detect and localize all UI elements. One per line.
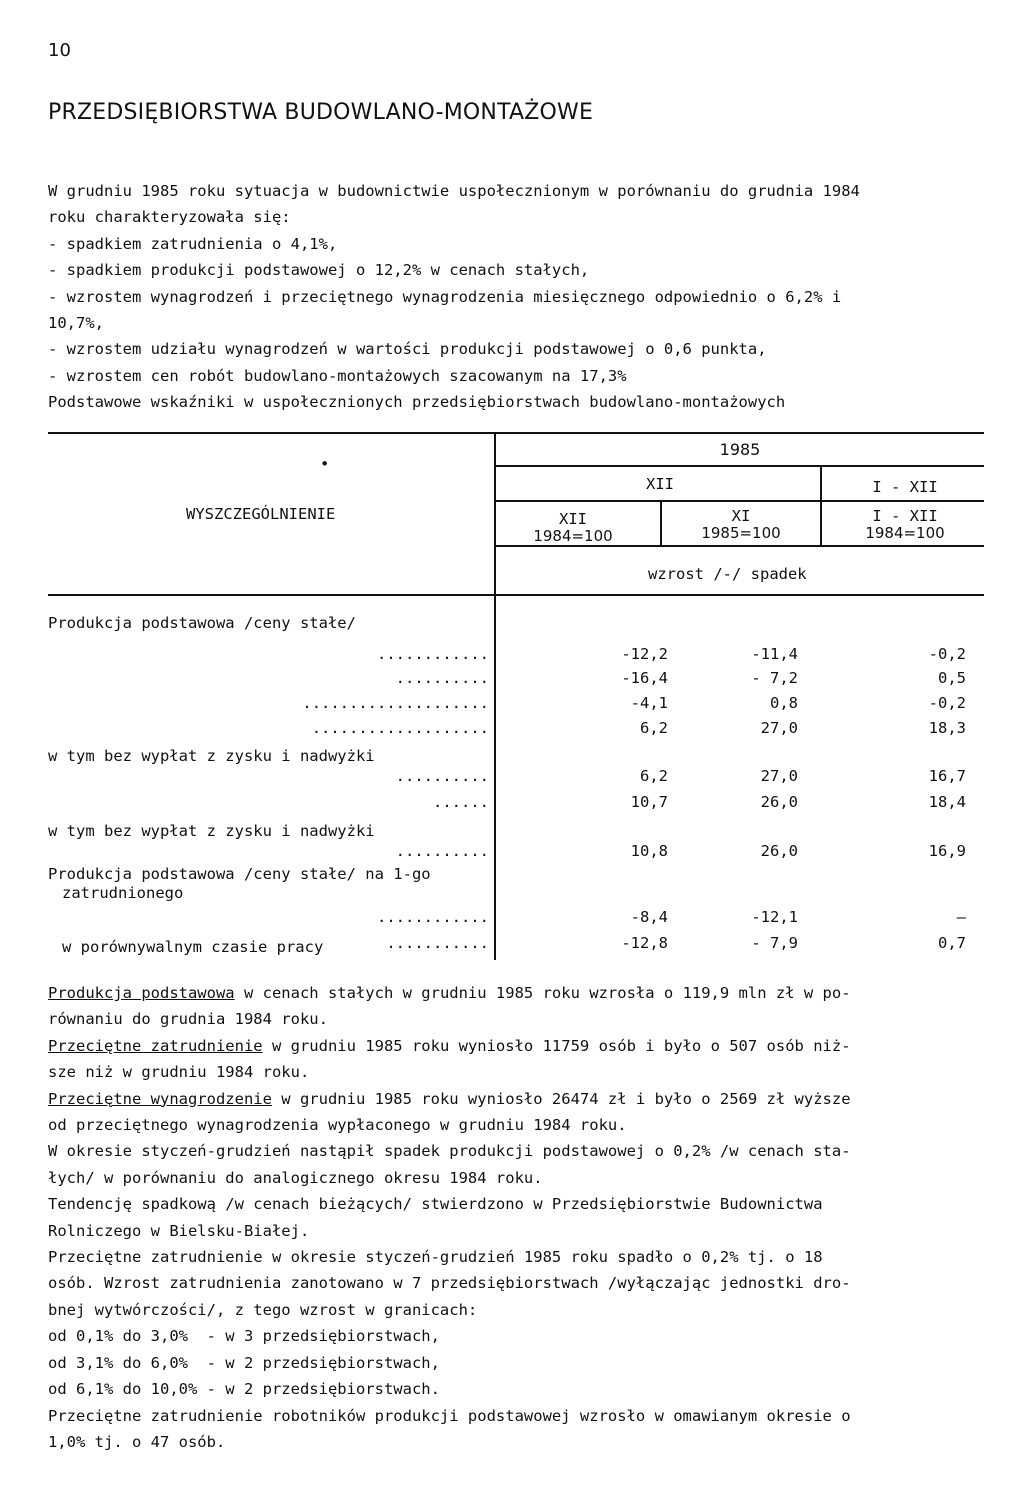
line-text: osób. Wzrost zatrudnienia zanotowano w 7 przedsiębiorstwach /wyłączając jednostki dro- xyxy=(48,1274,851,1293)
row-leader: .......... xyxy=(395,669,489,687)
cell-xi-1985: 0,8 xyxy=(770,694,798,712)
intro-line: - wzrostem wynagrodzeń i przeciętnego wynagrodzenia miesięcznego odpowiednio o 6,2% i xyxy=(48,287,842,306)
cell-xii-1984: -4,1 xyxy=(630,694,668,712)
underlined-term: Przeciętne zatrudnienie xyxy=(48,1036,263,1055)
row-leader: ............ xyxy=(377,645,489,663)
bottom-line xyxy=(48,1112,978,1138)
cell-i-xii-1984: 0,5 xyxy=(938,669,966,687)
intro-line: 10,7%, xyxy=(48,314,104,333)
bottom-line xyxy=(48,1218,978,1244)
bottom-line xyxy=(48,1086,978,1112)
cell-i-xii-1984: 18,3 xyxy=(928,719,966,737)
intro-line: - spadkiem produkcji podstawowej o 12,2% w cenach stałych, xyxy=(48,261,590,280)
bottom-line xyxy=(48,1403,978,1429)
cell-i-xii-1984: — xyxy=(956,908,966,926)
cell-i-xii-1984: -0,2 xyxy=(928,694,966,712)
bottom-line xyxy=(48,1376,978,1402)
cell-xi-1985: -12,1 xyxy=(751,908,798,926)
col2-bottom: 1985=100 xyxy=(701,524,781,542)
bottom-line xyxy=(48,1323,978,1349)
note-excl-profit-1: w tym bez wypłat z zysku i nadwyżki xyxy=(48,747,375,765)
bottom-line xyxy=(48,1059,978,1085)
cell-xii-1984: 6,2 xyxy=(640,719,668,737)
cell-xii-1984: 6,2 xyxy=(640,767,668,785)
line-text: równaniu do grudnia 1984 roku. xyxy=(48,1010,328,1029)
bottom-line xyxy=(48,980,978,1006)
bottom-line xyxy=(48,1191,978,1217)
cell-xi-1985: - 7,2 xyxy=(751,669,798,687)
cell-xii-1984: 10,8 xyxy=(630,842,668,860)
cell-xi-1985: - 7,9 xyxy=(751,934,798,952)
intro-line: roku charakteryzowała się: xyxy=(48,208,291,227)
bottom-line xyxy=(48,1350,978,1376)
stub-header: WYSZCZEGÓLNIENIE xyxy=(186,505,336,523)
cell-xi-1985: 27,0 xyxy=(760,767,798,785)
year-header: 1985 xyxy=(719,440,761,459)
group-xii: XII xyxy=(646,475,674,493)
col3-top: I - XII xyxy=(872,507,938,525)
cell-xi-1985: 26,0 xyxy=(760,793,798,811)
line-text: 1,0% tj. o 47 osób. xyxy=(48,1432,226,1451)
marker-dot: • xyxy=(320,455,330,473)
line-text: w cenach stałych w grudniu 1985 roku wzrosła o 119,9 mln zł w po- xyxy=(234,984,851,1002)
line-text: sze niż w grudniu 1984 roku. xyxy=(48,1063,310,1082)
underlined-term: Produkcja podstawowa xyxy=(48,984,235,1002)
row-leader: ...... xyxy=(433,793,489,811)
line-text: w grudniu 1985 roku wyniosło 11759 osób i było o 507 osób niż- xyxy=(262,1036,851,1055)
cell-i-xii-1984: -0,2 xyxy=(928,645,966,663)
underlined-term: Przeciętne wynagrodzenie xyxy=(48,1089,272,1108)
intro-line: - wzrostem udziału wynagrodzeń w wartości produkcji podstawowej o 0,6 punkta, xyxy=(48,340,767,359)
row-leader: .......... xyxy=(395,842,489,860)
cell-xii-1984: -12,8 xyxy=(621,934,668,952)
cell-i-xii-1984: 18,4 xyxy=(928,793,966,811)
cell-xii-1984: -8,4 xyxy=(630,908,668,926)
intro-line: Podstawowe wskaźniki w uspołecznionych przedsiębiorstwach budowlano-montażowych xyxy=(48,393,786,412)
bottom-line xyxy=(48,1270,978,1296)
row-leader: .................... xyxy=(302,694,489,712)
intro-line: - wzrostem cen robót budowlano-montażowych szacowanym na 17,3% xyxy=(48,366,627,385)
bottom-line xyxy=(48,1429,978,1455)
intro-line: W grudniu 1985 roku sytuacja w budownictwie uspołecznionym w porównaniu do grudnia 1984 xyxy=(48,182,860,200)
line-text: Tendencję spadkową /w cenach bieżących/ stwierdzono w Przedsiębiorstwie Budownictwa xyxy=(48,1195,823,1214)
cell-xi-1985: -11,4 xyxy=(751,645,798,663)
cell-xii-1984: -12,2 xyxy=(621,645,668,663)
line-text: od 3,1% do 6,0% - w 2 przedsiębiorstwach, xyxy=(48,1353,440,1372)
line-text: bnej wytwórczości/, z tego wzrost w granicach: xyxy=(48,1300,478,1319)
col2-top: XI xyxy=(731,507,751,525)
group-i-xii: I - XII xyxy=(872,478,938,496)
row-leader: ................... xyxy=(311,719,489,737)
last-row-label: w porównywalnym czasie pracy xyxy=(62,938,324,956)
line-text: W okresie styczeń-grudzień nastąpił spadek produkcji podstawowej o 0,2% /w cenach sta- xyxy=(48,1142,851,1161)
note-excl-profit-2: w tym bez wypłat z zysku i nadwyżki xyxy=(48,822,375,840)
line-text: od 6,1% do 10,0% - w 2 przedsiębiorstwach. xyxy=(48,1380,440,1399)
section-label-production: Produkcja podstawowa /ceny stałe/ xyxy=(48,614,356,632)
bottom-line xyxy=(48,1297,978,1323)
intro-line: - spadkiem zatrudnienia o 4,1%, xyxy=(48,234,338,253)
section-label-per-employee: Produkcja podstawowa /ceny stałe/ na 1-go xyxy=(48,865,431,883)
row-leader: ........... xyxy=(386,934,489,952)
row-leader: ............ xyxy=(377,908,489,926)
line-text: od 0,1% do 3,0% - w 3 przedsiębiorstwach, xyxy=(48,1327,440,1346)
cell-i-xii-1984: 16,9 xyxy=(928,842,966,860)
row-leader: .......... xyxy=(395,767,489,785)
section-label-per-employee-2: zatrudnionego xyxy=(62,884,184,902)
bottom-line xyxy=(48,1244,978,1270)
col3-bottom: 1984=100 xyxy=(865,524,945,542)
bottom-text xyxy=(48,980,978,1455)
line-text: Przeciętne zatrudnienie w okresie styczeń-grudzień 1985 roku spadło o 0,2% tj. o 18 xyxy=(48,1248,823,1267)
measure-label: wzrost /-/ spadek xyxy=(648,565,807,583)
cell-xi-1985: 26,0 xyxy=(760,842,798,860)
cell-i-xii-1984: 0,7 xyxy=(938,934,966,952)
line-text: Rolniczego w Bielsku-Białej. xyxy=(48,1221,310,1240)
line-text: Przeciętne zatrudnienie robotników produkcji podstawowej wzrosło w omawianym okresie o xyxy=(48,1406,851,1425)
bottom-line xyxy=(48,1165,978,1191)
bottom-line xyxy=(48,1138,978,1164)
col1-top: XII xyxy=(559,510,587,528)
line-text: w grudniu 1985 roku wyniosło 26474 zł i było o 2569 zł wyższe xyxy=(271,1089,851,1108)
col1-bottom: 1984=100 xyxy=(533,527,613,545)
cell-i-xii-1984: 16,7 xyxy=(928,767,966,785)
cell-xii-1984: 10,7 xyxy=(630,793,668,811)
section-title: PRZEDSIĘBIORSTWA BUDOWLANO-MONTAŻOWE xyxy=(48,100,594,125)
cell-xii-1984: -16,4 xyxy=(621,669,668,687)
cell-xi-1985: 27,0 xyxy=(760,719,798,737)
page-number: 10 xyxy=(48,40,71,61)
bottom-line xyxy=(48,1033,978,1059)
intro-text xyxy=(48,178,978,416)
line-text: łych/ w porównaniu do analogicznego okresu 1984 roku. xyxy=(48,1168,543,1187)
line-text: od przeciętnego wynagrodzenia wypłaconego w grudniu 1984 roku. xyxy=(48,1116,627,1135)
bottom-line xyxy=(48,1006,978,1032)
